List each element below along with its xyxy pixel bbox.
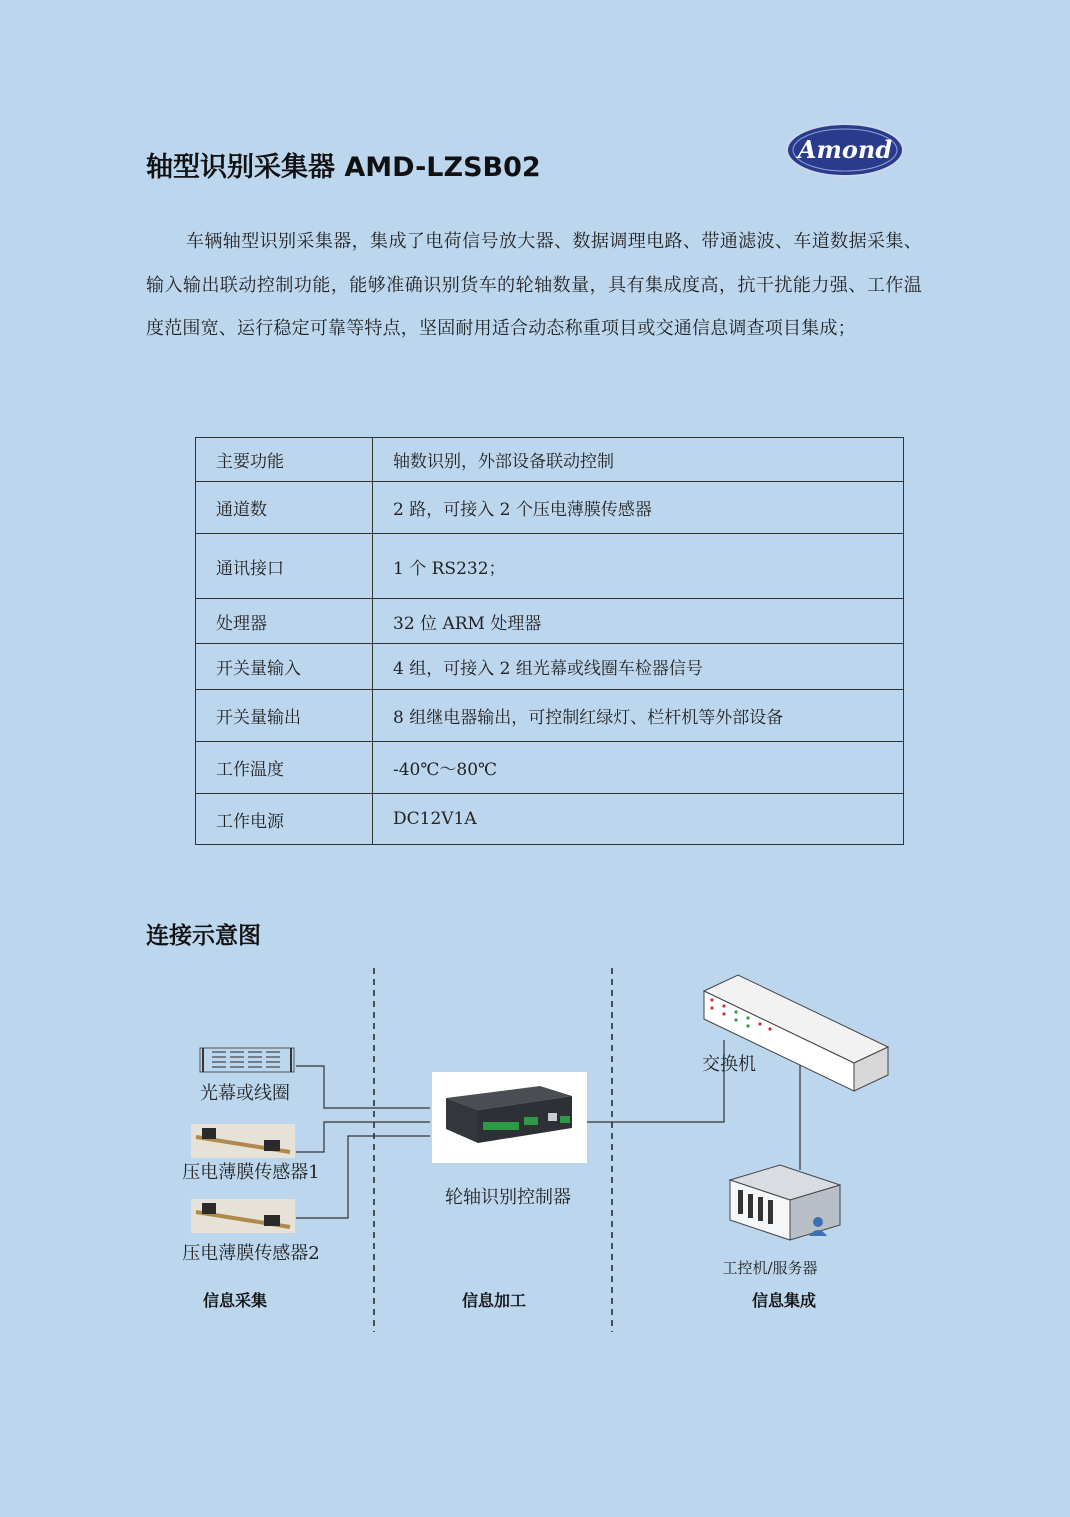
logo-text: Amond xyxy=(797,135,893,164)
table-row xyxy=(196,690,904,742)
spec-key: 主要功能 xyxy=(196,438,373,482)
spec-key: 工作温度 xyxy=(196,742,373,794)
spec-value: 8 组继电器输出，可控制红绿灯、栏杆机等外部设备 xyxy=(373,690,904,742)
spec-value: 32 位 ARM 处理器 xyxy=(373,599,904,644)
spec-key: 通讯接口 xyxy=(196,534,373,599)
switch-label: 交换机 xyxy=(702,1054,756,1075)
spec-table xyxy=(195,437,904,845)
section-title: 连接示意图 xyxy=(146,923,261,949)
table-row xyxy=(196,438,904,482)
network-wires xyxy=(587,1040,800,1170)
table-row xyxy=(196,534,904,599)
spec-value: 1 个 RS232； xyxy=(373,534,904,599)
connection-diagram xyxy=(0,960,1070,1340)
server-label: 工控机/服务器 xyxy=(722,1259,818,1277)
sensor-2-label: 压电薄膜传感器2 xyxy=(182,1243,320,1264)
table-row xyxy=(196,482,904,534)
table-row xyxy=(196,599,904,644)
light-curtain-icon xyxy=(200,1048,294,1072)
intro-paragraph: 车辆轴型识别采集器，集成了电荷信号放大器、数据调理电路、带通滤波、车道数据采集、输入输出联动控制功能，能够准确识别货车的轮轴数量，具有集成度高，抗干扰能力强、工作温度范围宽、运行稳定可靠等特点，坚固耐用适合动态称重项目或交通信息调查项目集成； xyxy=(146,231,922,339)
table-row xyxy=(196,794,904,845)
sensor-2-icon xyxy=(191,1199,295,1233)
spec-value: 轴数识别，外部设备联动控制 xyxy=(373,438,904,482)
sensor-1-icon xyxy=(191,1124,295,1158)
zone-collect-label: 信息采集 xyxy=(202,1291,268,1310)
spec-key: 开关量输入 xyxy=(196,644,373,690)
controller-label: 轮轴识别控制器 xyxy=(445,1187,571,1208)
spec-key: 工作电源 xyxy=(196,794,373,845)
table-row xyxy=(196,644,904,690)
spec-value: -40℃～80℃ xyxy=(373,742,904,794)
spec-key: 处理器 xyxy=(196,599,373,644)
server-icon xyxy=(730,1165,840,1240)
page-title: 轴型识别采集器 AMD-LZSB02 xyxy=(146,152,541,183)
zone-process-label: 信息加工 xyxy=(461,1291,527,1310)
controller-device-icon xyxy=(432,1072,587,1163)
spec-key: 通道数 xyxy=(196,482,373,534)
collect-wires xyxy=(296,1066,430,1218)
spec-value: 2 路，可接入 2 个压电薄膜传感器 xyxy=(373,482,904,534)
spec-value: 4 组，可接入 2 组光幕或线圈车检器信号 xyxy=(373,644,904,690)
zone-integrate-label: 信息集成 xyxy=(751,1291,817,1310)
sensor-1-label: 压电薄膜传感器1 xyxy=(182,1162,320,1183)
table-row xyxy=(196,742,904,794)
amond-logo xyxy=(785,122,905,178)
light-curtain-label: 光幕或线圈 xyxy=(200,1083,290,1104)
spec-value: DC12V1A xyxy=(373,794,904,845)
spec-key: 开关量输出 xyxy=(196,690,373,742)
